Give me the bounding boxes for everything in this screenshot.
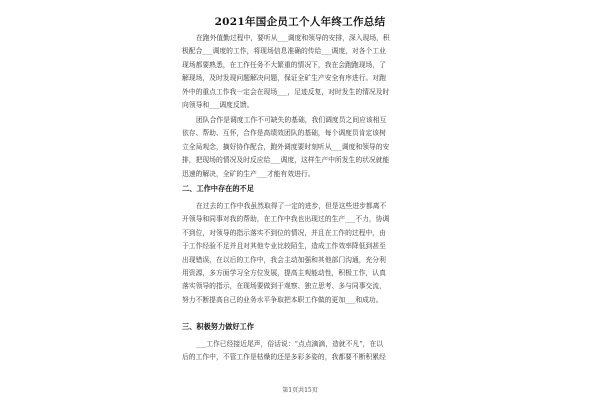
- text-line: 落实领导的指示，在现场要做到于观察、独立思考、多与同事交流，: [182, 282, 386, 291]
- text-line: 排，把现场的情况及时反应给___调度，这样生产中所发生的状况就能: [182, 156, 390, 165]
- text-line: 现场都要熟悉，在工作任务不大繁重的情况下，我在会跑跑现场，了: [182, 60, 386, 69]
- document-title: 2021年国企员工个人年终工作总结: [214, 16, 386, 28]
- text-line: 努力不断提高自己的业务水平争取把本职工作做的更加___和成功。: [182, 295, 383, 304]
- text-line: 立全局观念，摘好协作配合，跑外调度要时刻听从___调度和领导的安: [182, 142, 390, 151]
- text-line: 外中的重点工作我一定会在现场___，足迹反复，对时发生的情况及时: [182, 87, 390, 96]
- paragraph-field-dispatch: [182, 32, 434, 112]
- paragraph-efforts: [182, 338, 434, 365]
- text-line: 用资源，多方面学习全方位发展，提高主观能动性，积极工作，认真: [182, 269, 386, 278]
- text-line: 后的工作中，不管工作是枯燥的还是多彩多姿的，我都要不断积累经: [182, 353, 386, 362]
- section-heading-efforts: 三、积极努力做好工作: [182, 322, 254, 331]
- page-number-footer: 第1页共15页: [282, 387, 318, 394]
- text-line: 开领导和同事对我的帮助，在工作中我也出现过的生产___不力，协调: [182, 215, 390, 224]
- text-line: 不到位，对领导的指示落实不到位的情况，并且在工作的过程中，由: [182, 228, 386, 237]
- text-line: 出现错误，在以后的工作中，我会主动加强和其他部门沟通，充分利: [182, 255, 386, 264]
- text-line: 向领导和___调度反馈。: [182, 101, 254, 110]
- text-line: 解现场，及时发现问题解决问题，保证全矿生产安全有序进行。对跑: [182, 74, 386, 83]
- text-line: 在过去的工作中我虽然取得了一定的进步，但是这些进步都离不: [196, 202, 387, 210]
- paragraph-shortcomings: [182, 200, 434, 307]
- paragraph-teamwork: [182, 114, 434, 181]
- text-line: 极配合___调度的工作，将现场信息准确的传给___调度，对各个工业: [182, 47, 386, 56]
- text-line: 团队合作是调度工作不可缺失的基础，我们调度员之间应该相互: [196, 116, 387, 124]
- text-line: ___工作已经接近尾声，俗话说：“点点滴滴，造就不凡”，在以: [196, 340, 384, 348]
- section-heading-shortcomings: 二、工作中存在的不足: [182, 184, 254, 193]
- text-line: 于工作经验不足并且对其他专业比较陌生，造成工作效率降低到甚至: [182, 242, 386, 251]
- text-line: 迅速的解决，全矿的生产___才能有效进行。: [182, 169, 315, 178]
- text-line: 依存、帮助、互怀，合作是高绩效团队的基础，每个调度员肯定该树: [182, 129, 386, 138]
- text-line: 在跑外值勤过程中，要听从___调度和领导的安排，深入现场，积: [196, 34, 390, 42]
